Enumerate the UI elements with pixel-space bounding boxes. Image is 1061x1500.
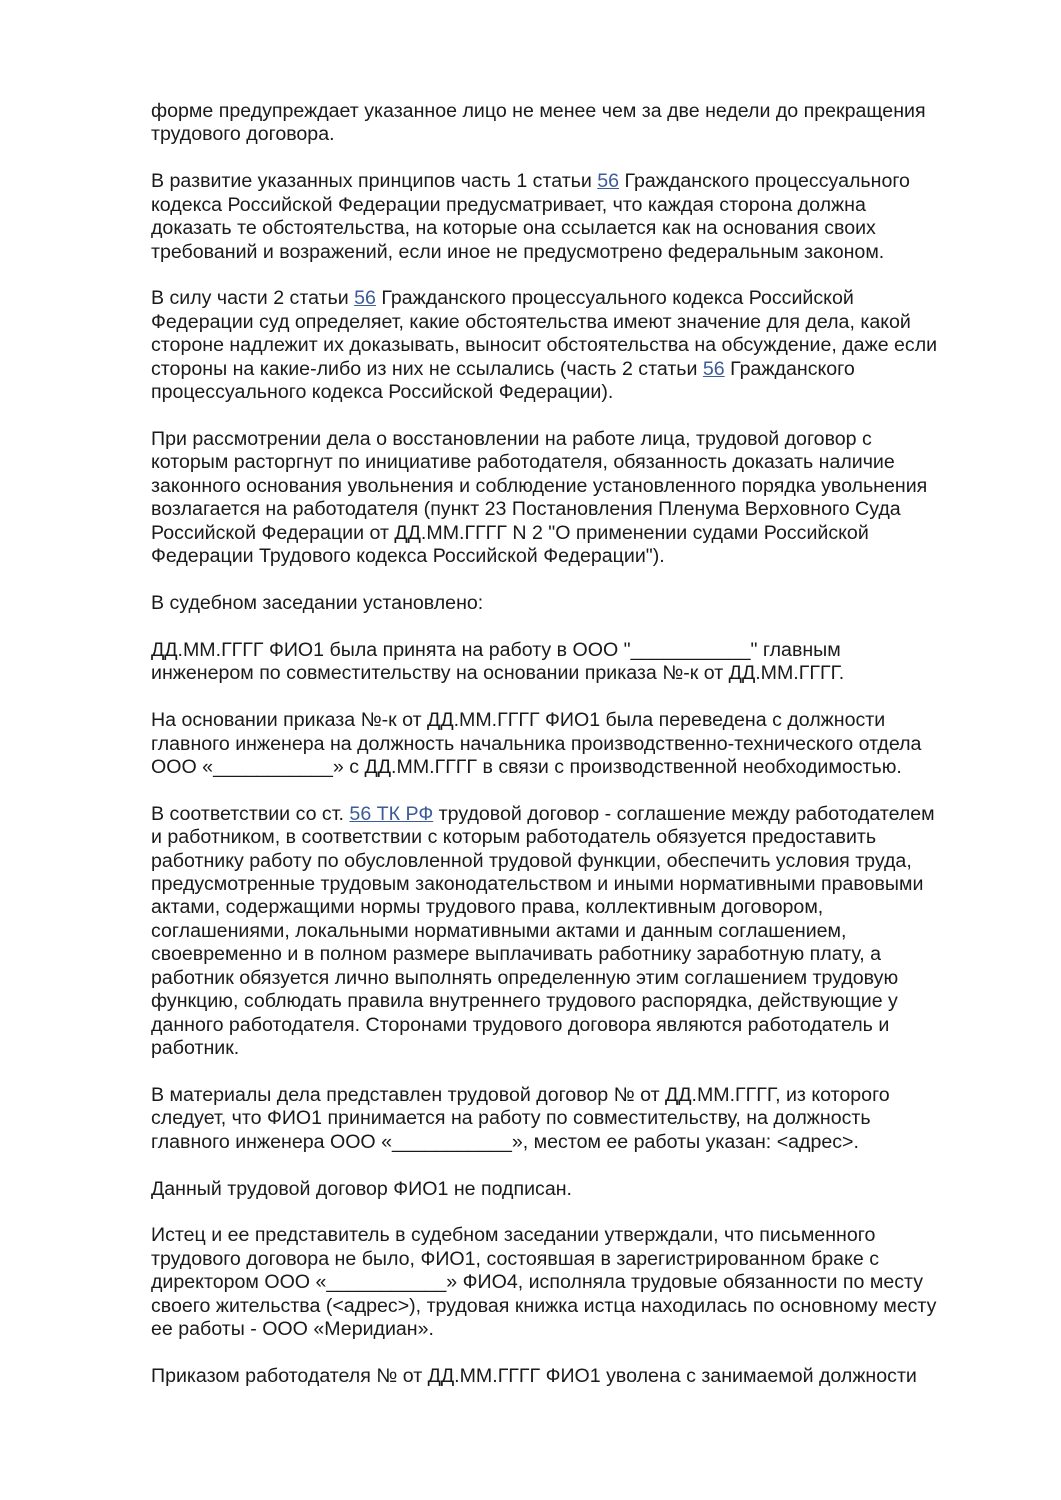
- text-segment: функцию, соблюдать правила внутреннего трудового распорядка, действующие у: [151, 990, 898, 1013]
- text-segment: В развитие указанных принципов часть 1 статьи: [151, 170, 598, 193]
- paragraph: [151, 100, 991, 147]
- text-line: [151, 1178, 991, 1201]
- paragraph: [151, 1224, 991, 1341]
- text-line: [151, 1295, 991, 1318]
- text-line: [151, 123, 991, 146]
- text-segment: законного основания увольнения и соблюдение установленного порядка увольнения: [151, 474, 928, 497]
- statute-link[interactable]: 56: [702, 357, 725, 380]
- text-line: [151, 662, 991, 685]
- text-segment: которым расторгнут по инициативе работодателя, обязанность доказать наличие: [151, 451, 895, 474]
- text-segment: возлагается на работодателя (пункт 23 Постановления Пленума Верховного Суда: [151, 498, 901, 521]
- text-line: [151, 733, 991, 756]
- text-line: [151, 592, 991, 615]
- text-segment: требований и возражений, если иное не предусмотрено федеральным законом.: [151, 240, 885, 263]
- text-segment: соглашениями, локальными нормативными актами и данным соглашением,: [151, 919, 847, 942]
- text-segment: инженером по совместительству на основании приказа №-к от ДД.ММ.ГГГГ.: [151, 662, 845, 685]
- text-line: [151, 100, 991, 123]
- text-segment: и работником, в соответствии с которым работодатель обязуется предоставить: [151, 826, 877, 849]
- text-segment: форме предупреждает указанное лицо не менее чем за две недели до прекращения: [151, 100, 926, 122]
- text-line: [151, 1084, 991, 1107]
- text-segment: доказать те обстоятельства, на которые она ссылается как на основания своих: [151, 217, 876, 240]
- text-line: [151, 1037, 991, 1060]
- text-segment: В судебном заседании установлено:: [151, 591, 484, 614]
- text-segment: Данный трудовой договор ФИО1 не подписан.: [151, 1177, 572, 1200]
- text-line: [151, 709, 991, 732]
- text-line: [151, 1365, 991, 1388]
- text-segment: Гражданского процессуального: [619, 170, 910, 193]
- text-line: [151, 639, 991, 662]
- text-segment: При рассмотрении дела о восстановлении на работе лица, трудовой договор с: [151, 427, 872, 450]
- text-segment: ее работы - ООО «Меридиан».: [151, 1318, 434, 1341]
- text-line: [151, 1131, 991, 1154]
- text-segment: работнику работу по обусловленной трудовой функции, обеспечить условия труда,: [151, 849, 912, 872]
- text-line: [151, 194, 991, 217]
- text-segment: стороне надлежит их доказывать, выносит обстоятельства на обсуждение, даже если: [151, 334, 938, 357]
- paragraph: [151, 1178, 991, 1201]
- text-segment: Федерации суд определяет, какие обстоятельства имеют значение для дела, какой: [151, 310, 911, 333]
- text-line: [151, 896, 991, 919]
- document-page: [151, 100, 991, 1412]
- text-segment: директором ООО «___________» ФИО4, исполняла трудовые обязанности по месту: [151, 1271, 924, 1294]
- text-line: [151, 803, 991, 826]
- text-segment: В материалы дела представлен трудовой договор № от ДД.ММ.ГГГГ, из которого: [151, 1083, 890, 1106]
- text-segment: своевременно и в полном размере выплачивать работнику заработную плату, а: [151, 943, 881, 966]
- paragraph: [151, 170, 991, 264]
- text-line: [151, 1014, 991, 1037]
- text-segment: актами, содержащими нормы трудового права, коллективным договором,: [151, 896, 824, 919]
- text-segment: главного инженера ООО «___________», местом ее работы указан: <адрес>.: [151, 1130, 859, 1153]
- text-segment: В силу части 2 статьи: [151, 287, 355, 310]
- text-segment: Российской Федерации от ДД.ММ.ГГГГ N 2 "О применении судами Российской: [151, 521, 869, 544]
- text-segment: кодекса Российской Федерации предусматривает, что каждая сторона должна: [151, 193, 866, 216]
- text-segment: главного инженера на должность начальника производственно-технического отдела: [151, 732, 922, 755]
- text-segment: В соответствии со ст.: [151, 802, 350, 825]
- text-line: [151, 1224, 991, 1247]
- text-segment: ООО «___________» с ДД.ММ.ГГГГ в связи с производственной необходимостью.: [151, 755, 902, 778]
- statute-link[interactable]: 56 ТК РФ: [349, 802, 434, 825]
- text-line: [151, 1248, 991, 1271]
- text-line: [151, 334, 991, 357]
- text-line: [151, 287, 991, 310]
- text-segment: работник обязуется лично выполнять определенную этим соглашением трудовую: [151, 966, 899, 989]
- text-line: [151, 241, 991, 264]
- paragraph: [151, 592, 991, 615]
- text-segment: Истец и ее представитель в судебном заседании утверждали, что письменного: [151, 1224, 876, 1247]
- paragraph: [151, 709, 991, 779]
- text-line: [151, 170, 991, 193]
- text-line: [151, 873, 991, 896]
- text-segment: Федерации Трудового кодекса Российской Федерации").: [151, 545, 665, 567]
- paragraph: [151, 428, 991, 568]
- text-line: [151, 545, 991, 568]
- text-line: [151, 358, 991, 381]
- text-line: [151, 826, 991, 849]
- text-line: [151, 990, 991, 1013]
- text-line: [151, 522, 991, 545]
- text-segment: процессуального кодекса Российской Федерации).: [151, 381, 614, 404]
- text-line: [151, 451, 991, 474]
- paragraph: [151, 639, 991, 686]
- paragraph: [151, 1365, 991, 1388]
- text-segment: стороны на какие-либо из них не ссылались (часть 2 статьи: [151, 357, 703, 380]
- text-segment: предусмотренные трудовым законодательством и иными нормативными правовыми: [151, 873, 924, 896]
- paragraph: [151, 803, 991, 1060]
- text-line: [151, 850, 991, 873]
- text-line: [151, 311, 991, 334]
- text-segment: данного работодателя. Сторонами трудового договора являются работодатель и: [151, 1013, 890, 1036]
- text-line: [151, 920, 991, 943]
- text-segment: трудового договора.: [151, 123, 335, 146]
- text-line: [151, 475, 991, 498]
- statute-link[interactable]: 56: [597, 170, 620, 193]
- statute-link[interactable]: 56: [354, 287, 376, 310]
- text-segment: Гражданского: [724, 357, 855, 380]
- text-segment: трудовой договор - соглашение между работодателем: [433, 802, 935, 825]
- text-line: [151, 1107, 991, 1130]
- paragraph: [151, 1084, 991, 1154]
- text-segment: Гражданского процессуального кодекса Российской: [375, 287, 854, 310]
- text-segment: трудового договора не было, ФИО1, состоявшая в зарегистрированном браке с: [151, 1247, 880, 1270]
- text-line: [151, 498, 991, 521]
- text-line: [151, 1318, 991, 1341]
- text-line: [151, 381, 991, 404]
- text-segment: На основании приказа №-к от ДД.ММ.ГГГГ ФИО1 была переведена с должности: [151, 709, 886, 732]
- text-segment: работник.: [151, 1036, 240, 1059]
- text-line: [151, 967, 991, 990]
- paragraph: [151, 287, 991, 404]
- text-segment: Приказом работодателя № от ДД.ММ.ГГГГ ФИО1 уволена с занимаемой должности: [151, 1364, 917, 1387]
- text-line: [151, 943, 991, 966]
- text-line: [151, 217, 991, 240]
- text-line: [151, 428, 991, 451]
- text-segment: следует, что ФИО1 принимается на работу по совместительству, на должность: [151, 1107, 871, 1130]
- text-segment: ДД.ММ.ГГГГ ФИО1 была принята на работу в ООО "___________" главным: [151, 638, 841, 661]
- text-line: [151, 1271, 991, 1294]
- text-line: [151, 756, 991, 779]
- text-segment: своего жительства (<адрес>), трудовая книжка истца находилась по основному месту: [151, 1294, 937, 1317]
